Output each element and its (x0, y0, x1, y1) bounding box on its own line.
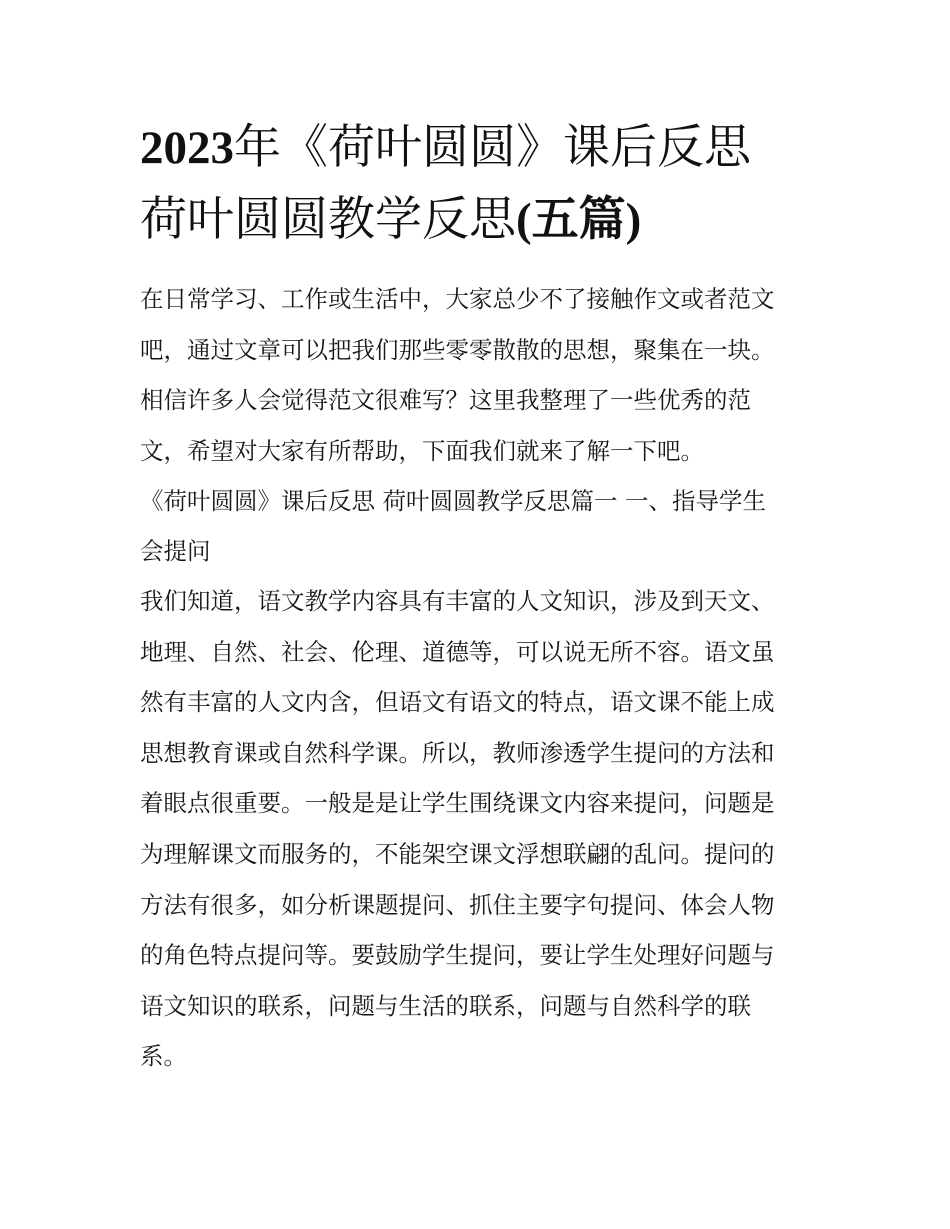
text-line: 我们知道，语文教学内容具有丰富的人文知识，涉及到天文、 (140, 587, 775, 615)
intro-paragraph (140, 274, 812, 476)
title-line-1-text: 年《荷叶圆圆》课后反思 (234, 120, 751, 175)
section-heading-paragraph (140, 476, 812, 576)
text-line: 为理解课文而服务的，不能架空课文浮想联翩的乱问。提问的 (140, 839, 775, 868)
text-line: 语文知识的联系，问题与生活的联系，问题与自然科学的联 (140, 991, 751, 1020)
text-line: 在日常学习、工作或生活中，大家总少不了接触作文或者范文 (140, 285, 775, 313)
text-line: 文，希望对大家有所帮助，下面我们就来了解一下吧。 (140, 436, 704, 465)
text-line: 方法有很多，如分析课题提问、抓住主要字句提问、体会人物 (140, 890, 775, 919)
document-page (140, 112, 812, 1082)
document-title (140, 112, 812, 256)
text-line: 思想教育课或自然科学课。所以，教师渗透学生提问的方法和 (140, 738, 775, 767)
title-line-2 (140, 184, 812, 256)
text-line: 着眼点很重要。一般是是让学生围绕课文内容来提问，问题是 (140, 789, 775, 818)
text-line: 的角色特点提问等。要鼓励学生提问，要让学生处理好问题与 (140, 941, 775, 970)
text-line: 吧，通过文章可以把我们那些零零散散的思想，聚集在一块。 (140, 335, 775, 364)
text-line: 然有丰富的人文内含，但语文有语文的特点，语文课不能上成 (140, 688, 775, 717)
text-line: 《荷叶圆圆》课后反思 荷叶圆圆教学反思篇一 一、指导学生 (140, 487, 766, 515)
text-line: 会提问 (140, 537, 211, 565)
text-line: 地理、自然、社会、伦理、道德等，可以说无所不容。语文虽 (140, 637, 775, 666)
title-line-2-text: 荷叶圆圆教学反思 (140, 192, 516, 247)
title-year: 2023 (140, 122, 234, 174)
title-line-1 (140, 112, 812, 184)
text-line: 系。 (140, 1042, 187, 1071)
document-body (140, 274, 812, 1082)
title-line-2-paren: (五篇) (516, 194, 642, 246)
main-paragraph (140, 576, 812, 1082)
text-line: 相信许多人会觉得范文很难写？这里我整理了一些优秀的范 (140, 386, 751, 414)
